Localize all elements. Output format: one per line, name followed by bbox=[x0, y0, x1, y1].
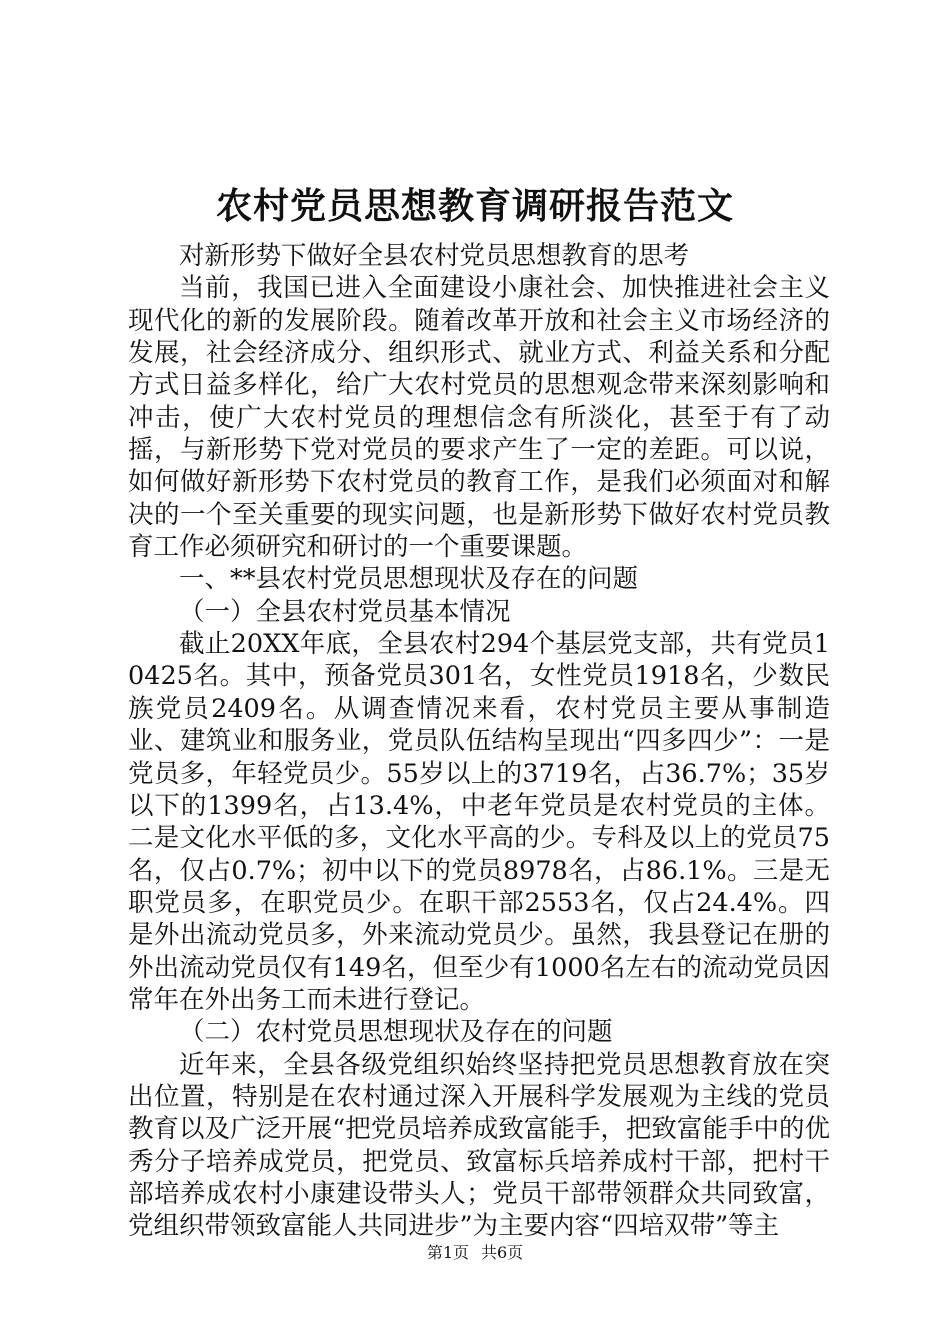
document-body bbox=[128, 240, 830, 1243]
section-heading: 一、**县农村党员思想现状及存在的问题 bbox=[179, 564, 639, 595]
subtitle-paragraph: 对新形势下做好全县农村党员思想教育的思考 bbox=[179, 241, 690, 271]
subsection-heading-2: （二）农村党员思想现状及存在的问题 bbox=[179, 1017, 613, 1048]
subsection-heading-1: （一）全县农村党员基本情况 bbox=[179, 596, 511, 627]
document-title: 农村党员思想教育调研报告范文 bbox=[215, 185, 734, 227]
intro-paragraph: 当前，我国已进入全面建设小康社会、加快推进社会主义现代化的新的发展阶段。随着改革开放和社会主义市场经济的发展，社会经济成分、组织形式、就业方式、利益关系和分配方式日益多样化，给广大农村党员的思想观念带来深刻影响和冲击，使广大农村党员的理想信念有所淡化，甚至于有了动摇，与新形势下党对党员的要求产生了一定的差距。可以说，如何做好新形势下农村党员的教育工作，是我们必须面对和解决的一个至关重要的现实问题，也是新形势下做好农村党员教育工作必须研究和研讨的一个重要课题。 bbox=[128, 273, 830, 563]
page-total: 共6页 bbox=[481, 1243, 524, 1262]
page-number: 第1页 bbox=[426, 1243, 469, 1262]
page-footer bbox=[0, 1243, 950, 1263]
statistics-paragraph: 截止20XX年底，全县农村294个基层党支部，共有党员10425名。其中，预备党员301名，女性党员1918名，少数民族党员2409名。从调查情况来看，农村党员主要从事制造业、建筑业和服务业，党员队伍结构呈现出“四多四少”：一是党员多，年轻党员少。55岁以上的3719名，占36.7%；35岁以下的1399名，占13.4%，中老年党员是农村党员的主体。二是文化水平低的多，文化水平高的少。专科及以上的党员75名，仅占0.7%；初中以下的党员8978名，占86.1%。三是无职党员多，在职党员少。在职干部2553名，仅占24.4%。四是外出流动党员多，外来流动党员少。虽然，我县登记在册的外出流动党员仅有149名，但至少有1000名左右的流动党员因常年在外出务工而未进行登记。 bbox=[128, 629, 830, 1015]
status-paragraph: 近年来，全县各级党组织始终坚持把党员思想教育放在突出位置，特别是在农村通过深入开展科学发展观为主线的党员教育以及广泛开展“把党员培养成致富能手，把致富能手中的优秀分子培养成党员，把党员、致富标兵培养成村干部，把村干部培养成农村小康建设带头人；党员干部带领群众共同致富，党组织带领致富能人共同进步”为主要内容“四培双带”等主 bbox=[128, 1049, 830, 1242]
